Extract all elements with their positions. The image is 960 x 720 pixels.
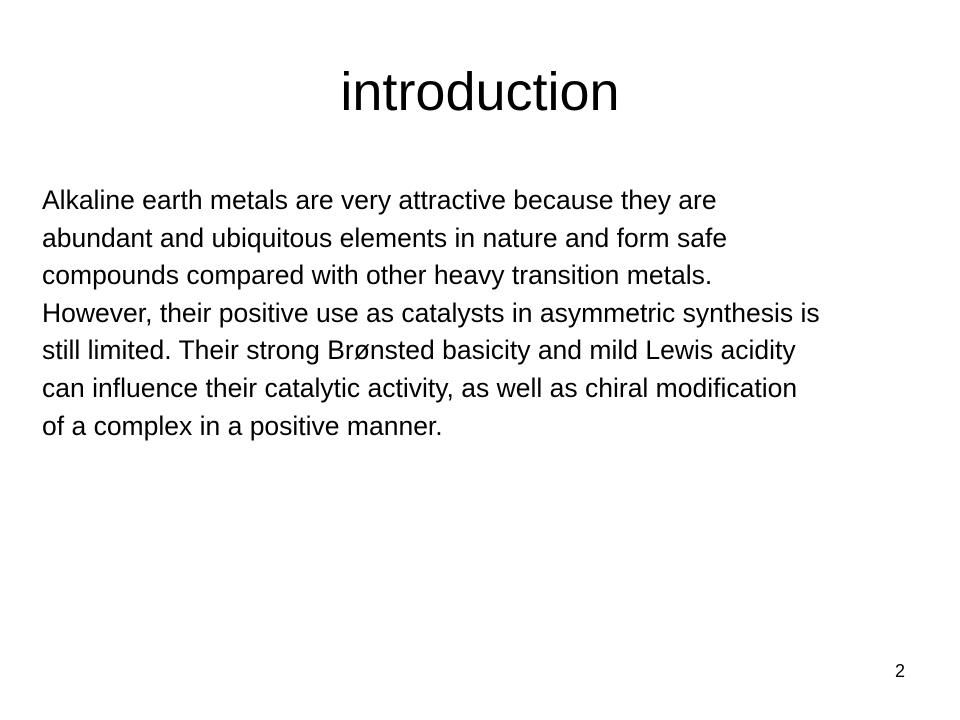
body-line: compounds compared with other heavy transition metals. <box>42 260 713 291</box>
slide-title: introduction <box>340 62 620 122</box>
slide-body-text <box>42 182 960 445</box>
body-line: abundant and ubiquitous elements in nature and form safe <box>42 222 728 253</box>
body-line: Alkaline earth metals are very attractive because they are <box>42 185 717 215</box>
body-line: of a complex in a positive manner. <box>42 410 443 441</box>
body-line: can influence their catalytic activity, as well as chiral modification <box>42 372 798 403</box>
body-line: still limited. Their strong Brønsted basicity and mild Lewis acidity <box>42 335 796 366</box>
page-number: 2 <box>894 661 905 681</box>
body-line: However, their positive use as catalysts in asymmetric synthesis is <box>42 297 820 328</box>
